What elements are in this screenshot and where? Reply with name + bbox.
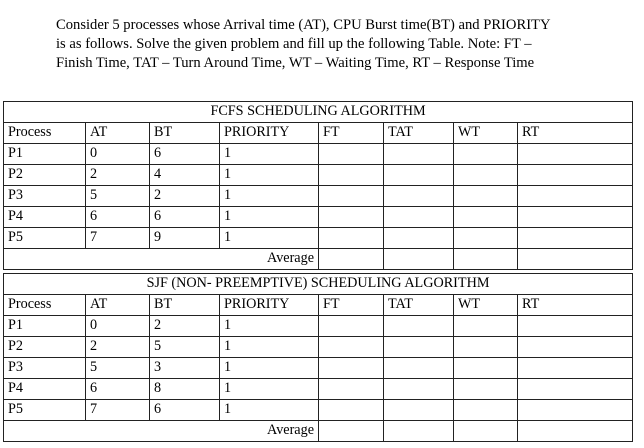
fcfs-average-label: Average [4,249,319,270]
sjf-body [4,316,633,421]
fcfs-cell-priority: 1 [220,207,319,228]
fcfs-cell-priority: 1 [220,144,319,165]
fcfs-cell-ft[interactable] [319,207,384,228]
fcfs-cell-process: P5 [4,228,86,249]
fcfs-cell-bt: 2 [150,186,220,207]
sjf-cell-rt[interactable] [518,358,633,379]
table-row [4,379,633,400]
sjf-col-header-process: Process [4,295,86,316]
fcfs-cell-bt: 4 [150,165,220,186]
fcfs-cell-priority: 1 [220,228,319,249]
sjf-average-label: Average [4,421,319,442]
sjf-cell-tat[interactable] [384,337,454,358]
fcfs-cell-tat[interactable] [384,207,454,228]
fcfs-cell-rt[interactable] [518,186,633,207]
sjf-cell-process: P5 [4,400,86,421]
sjf-cell-bt: 2 [150,316,220,337]
sjf-cell-at: 0 [86,316,150,337]
fcfs-cell-process: P3 [4,186,86,207]
fcfs-col-header-priority: PRIORITY [220,123,319,144]
sjf-cell-priority: 1 [220,400,319,421]
fcfs-cell-tat[interactable] [384,165,454,186]
sjf-cell-rt[interactable] [518,379,633,400]
fcfs-cell-process: P4 [4,207,86,228]
table-row [4,358,633,379]
table-row [4,165,633,186]
fcfs-cell-tat[interactable] [384,186,454,207]
sjf-avg-ft[interactable] [319,421,384,442]
fcfs-avg-ft[interactable] [319,249,384,270]
sjf-col-header-wt: WT [454,295,518,316]
fcfs-col-header-bt: BT [150,123,220,144]
table-row [4,207,633,228]
sjf-cell-tat[interactable] [384,400,454,421]
fcfs-cell-rt[interactable] [518,207,633,228]
fcfs-cell-at: 0 [86,144,150,165]
sjf-cell-priority: 1 [220,316,319,337]
sjf-cell-wt[interactable] [454,337,518,358]
fcfs-body [4,144,633,249]
sjf-cell-process: P2 [4,337,86,358]
fcfs-table [3,101,633,270]
fcfs-cell-rt[interactable] [518,228,633,249]
fcfs-col-header-at: AT [86,123,150,144]
problem-statement [56,16,616,73]
sjf-cell-priority: 1 [220,358,319,379]
fcfs-col-header-rt: RT [518,123,633,144]
fcfs-col-header-process: Process [4,123,86,144]
fcfs-cell-wt[interactable] [454,144,518,165]
sjf-cell-at: 2 [86,337,150,358]
sjf-cell-tat[interactable] [384,316,454,337]
fcfs-cell-bt: 9 [150,228,220,249]
sjf-cell-ft[interactable] [319,337,384,358]
sjf-cell-priority: 1 [220,379,319,400]
sjf-col-header-ft: FT [319,295,384,316]
sjf-cell-at: 5 [86,358,150,379]
fcfs-cell-ft[interactable] [319,228,384,249]
sjf-cell-tat[interactable] [384,379,454,400]
sjf-average-row [4,421,633,442]
sjf-cell-ft[interactable] [319,400,384,421]
fcfs-cell-ft[interactable] [319,186,384,207]
fcfs-average-row [4,249,633,270]
fcfs-header-row [4,123,633,144]
fcfs-avg-rt[interactable] [518,249,633,270]
sjf-cell-rt[interactable] [518,316,633,337]
sjf-cell-ft[interactable] [319,316,384,337]
sjf-cell-wt[interactable] [454,400,518,421]
table-row [4,337,633,358]
sjf-cell-bt: 3 [150,358,220,379]
intro-line-1: Consider 5 processes whose Arrival time (AT), CPU Burst time(BT) and PRIORITY [56,17,551,33]
intro-line-3: Finish Time, TAT – Turn Around Time, WT – Waiting Time, RT – Response Time [56,55,535,71]
fcfs-cell-rt[interactable] [518,144,633,165]
fcfs-cell-ft[interactable] [319,165,384,186]
sjf-cell-wt[interactable] [454,358,518,379]
fcfs-title: FCFS SCHEDULING ALGORITHM [4,102,633,123]
sjf-cell-wt[interactable] [454,316,518,337]
sjf-col-header-bt: BT [150,295,220,316]
table-row [4,144,633,165]
fcfs-cell-wt[interactable] [454,207,518,228]
sjf-cell-ft[interactable] [319,358,384,379]
fcfs-avg-tat[interactable] [384,249,454,270]
fcfs-cell-at: 2 [86,165,150,186]
table-row [4,400,633,421]
fcfs-cell-rt[interactable] [518,165,633,186]
fcfs-cell-at: 6 [86,207,150,228]
sjf-title: SJF (NON- PREEMPTIVE) SCHEDULING ALGORITHM [4,274,633,295]
fcfs-col-header-ft: FT [319,123,384,144]
sjf-cell-bt: 5 [150,337,220,358]
sjf-cell-bt: 8 [150,379,220,400]
sjf-cell-rt[interactable] [518,337,633,358]
sjf-cell-process: P3 [4,358,86,379]
sjf-table [3,273,633,442]
sjf-col-header-priority: PRIORITY [220,295,319,316]
sjf-cell-ft[interactable] [319,379,384,400]
sjf-cell-bt: 6 [150,400,220,421]
fcfs-cell-tat[interactable] [384,228,454,249]
fcfs-cell-wt[interactable] [454,186,518,207]
fcfs-cell-at: 7 [86,228,150,249]
sjf-cell-process: P1 [4,316,86,337]
sjf-cell-priority: 1 [220,337,319,358]
sjf-cell-at: 6 [86,379,150,400]
sjf-col-header-at: AT [86,295,150,316]
sjf-cell-process: P4 [4,379,86,400]
intro-line-2: is as follows. Solve the given problem and fill up the following Table. Note: FT – [56,36,532,52]
sjf-avg-tat[interactable] [384,421,454,442]
fcfs-cell-bt: 6 [150,144,220,165]
sjf-avg-rt[interactable] [518,421,633,442]
table-row [4,186,633,207]
sjf-col-header-tat: TAT [384,295,454,316]
sjf-cell-at: 7 [86,400,150,421]
table-row [4,316,633,337]
fcfs-avg-wt[interactable] [454,249,518,270]
fcfs-cell-at: 5 [86,186,150,207]
fcfs-cell-priority: 1 [220,165,319,186]
sjf-cell-wt[interactable] [454,379,518,400]
fcfs-col-header-tat: TAT [384,123,454,144]
sjf-avg-wt[interactable] [454,421,518,442]
fcfs-cell-ft[interactable] [319,144,384,165]
fcfs-col-header-wt: WT [454,123,518,144]
fcfs-cell-wt[interactable] [454,228,518,249]
fcfs-cell-wt[interactable] [454,165,518,186]
sjf-col-header-rt: RT [518,295,633,316]
fcfs-cell-tat[interactable] [384,144,454,165]
table-row [4,228,633,249]
fcfs-cell-bt: 6 [150,207,220,228]
fcfs-cell-process: P2 [4,165,86,186]
fcfs-cell-process: P1 [4,144,86,165]
sjf-header-row [4,295,633,316]
sjf-cell-rt[interactable] [518,400,633,421]
sjf-cell-tat[interactable] [384,358,454,379]
fcfs-cell-priority: 1 [220,186,319,207]
